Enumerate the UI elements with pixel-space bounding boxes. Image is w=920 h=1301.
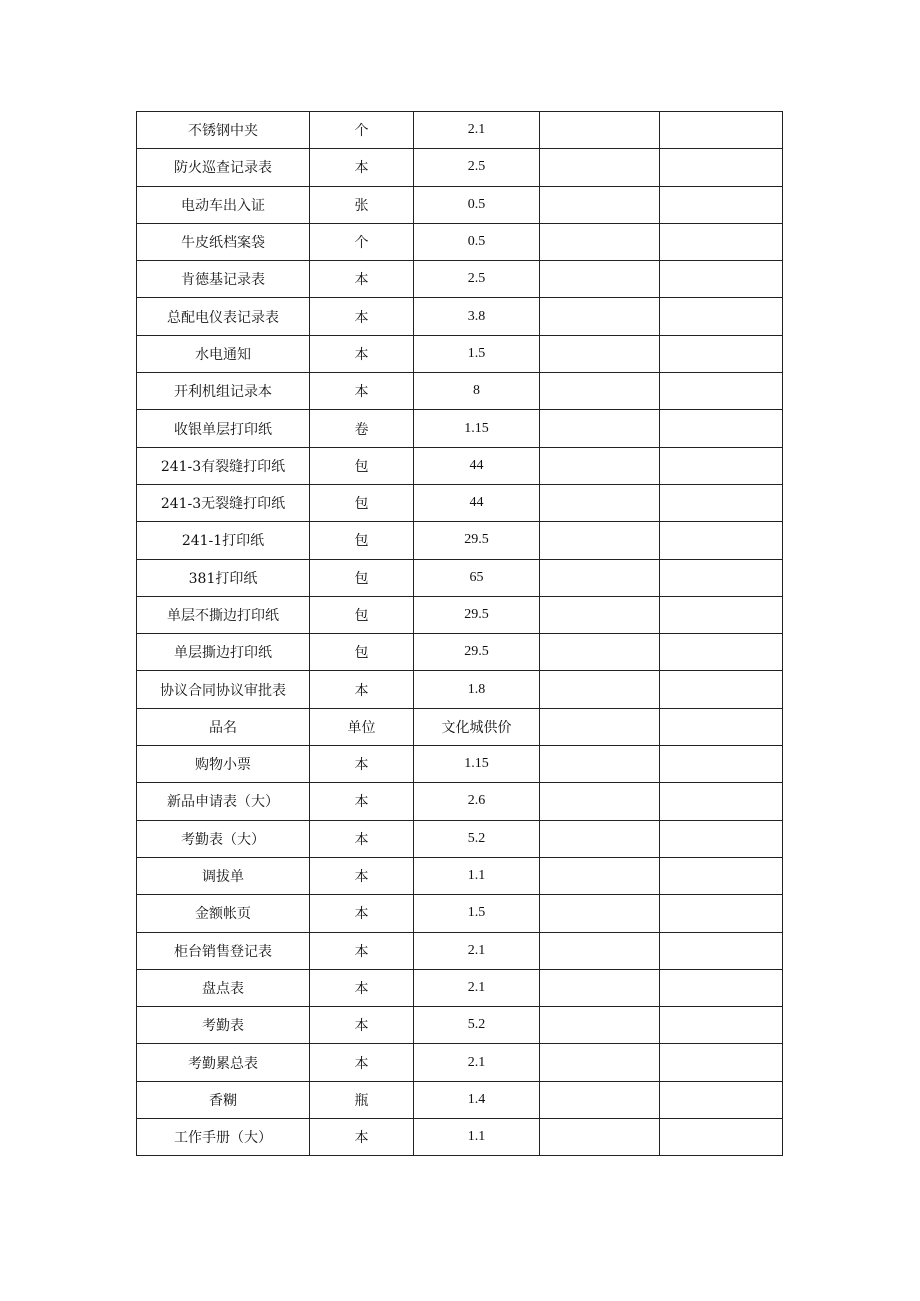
price-table-body [137,112,783,1156]
unit-cell: 本 [310,895,414,932]
extra-cell-1 [540,522,660,559]
unit-cell: 本 [310,671,414,708]
item-name-cell: 总配电仪表记录表 [137,298,310,335]
table-row [137,522,783,559]
item-name-cell: 考勤累总表 [137,1044,310,1081]
table-row [137,708,783,745]
extra-cell-1 [540,410,660,447]
unit-cell: 个 [310,223,414,260]
table-row [137,112,783,149]
price-table [136,111,783,1156]
price-cell: 1.5 [414,335,540,372]
extra-cell-2 [660,447,783,484]
price-cell: 文化城供价 [414,708,540,745]
item-name-cell: 开利机组记录本 [137,373,310,410]
unit-cell: 本 [310,857,414,894]
extra-cell-2 [660,559,783,596]
extra-cell-1 [540,1044,660,1081]
price-cell: 2.1 [414,112,540,149]
price-cell: 2.1 [414,969,540,1006]
unit-cell: 包 [310,447,414,484]
item-name-cell: 不锈钢中夹 [137,112,310,149]
extra-cell-2 [660,1119,783,1156]
item-name-cell: 241-3无裂缝打印纸 [137,484,310,521]
extra-cell-1 [540,671,660,708]
item-name-cell: 购物小票 [137,746,310,783]
unit-cell: 个 [310,112,414,149]
extra-cell-2 [660,373,783,410]
extra-cell-2 [660,410,783,447]
item-name-cell: 单层不撕边打印纸 [137,596,310,633]
price-cell: 1.4 [414,1081,540,1118]
table-row [137,895,783,932]
extra-cell-1 [540,708,660,745]
extra-cell-1 [540,1081,660,1118]
item-name-cell: 水电通知 [137,335,310,372]
table-row [137,857,783,894]
table-row [137,447,783,484]
price-cell: 65 [414,559,540,596]
extra-cell-1 [540,373,660,410]
item-name-cell: 单层撕边打印纸 [137,634,310,671]
extra-cell-2 [660,484,783,521]
extra-cell-1 [540,298,660,335]
price-cell: 2.5 [414,261,540,298]
item-name-cell: 新品申请表（大） [137,783,310,820]
item-name-cell: 香糊 [137,1081,310,1118]
unit-cell: 本 [310,746,414,783]
extra-cell-1 [540,820,660,857]
unit-cell: 单位 [310,708,414,745]
extra-cell-2 [660,634,783,671]
table-row [137,1007,783,1044]
unit-cell: 本 [310,298,414,335]
unit-cell: 本 [310,820,414,857]
extra-cell-2 [660,1007,783,1044]
table-row [137,969,783,1006]
table-row [137,484,783,521]
extra-cell-1 [540,746,660,783]
extra-cell-1 [540,1119,660,1156]
unit-cell: 本 [310,1044,414,1081]
item-name-cell: 牛皮纸档案袋 [137,223,310,260]
price-cell: 1.15 [414,410,540,447]
unit-cell: 张 [310,186,414,223]
price-cell: 2.1 [414,932,540,969]
price-cell: 2.5 [414,149,540,186]
extra-cell-2 [660,596,783,633]
table-row [137,410,783,447]
extra-cell-2 [660,149,783,186]
table-row [137,1081,783,1118]
unit-cell: 瓶 [310,1081,414,1118]
table-row [137,149,783,186]
extra-cell-2 [660,783,783,820]
extra-cell-1 [540,1007,660,1044]
price-cell: 1.1 [414,1119,540,1156]
item-name-cell: 工作手册（大） [137,1119,310,1156]
unit-cell: 本 [310,1119,414,1156]
extra-cell-1 [540,112,660,149]
extra-cell-2 [660,298,783,335]
price-cell: 1.5 [414,895,540,932]
table-row [137,783,783,820]
item-name-cell: 防火巡查记录表 [137,149,310,186]
extra-cell-2 [660,671,783,708]
extra-cell-1 [540,223,660,260]
extra-cell-1 [540,484,660,521]
extra-cell-2 [660,746,783,783]
item-name-cell: 盘点表 [137,969,310,1006]
item-name-cell: 收银单层打印纸 [137,410,310,447]
unit-cell: 本 [310,1007,414,1044]
unit-cell: 本 [310,261,414,298]
price-cell: 5.2 [414,1007,540,1044]
price-cell: 1.15 [414,746,540,783]
table-row [137,559,783,596]
extra-cell-1 [540,559,660,596]
extra-cell-2 [660,820,783,857]
price-cell: 29.5 [414,522,540,559]
extra-cell-2 [660,186,783,223]
table-row [137,373,783,410]
table-row [137,261,783,298]
price-cell: 44 [414,484,540,521]
extra-cell-2 [660,223,783,260]
extra-cell-1 [540,261,660,298]
extra-cell-2 [660,261,783,298]
item-name-cell: 381打印纸 [137,559,310,596]
extra-cell-1 [540,634,660,671]
extra-cell-1 [540,783,660,820]
unit-cell: 包 [310,559,414,596]
table-row [137,932,783,969]
table-row [137,298,783,335]
table-row [137,746,783,783]
table-row [137,223,783,260]
extra-cell-2 [660,969,783,1006]
price-cell: 2.1 [414,1044,540,1081]
price-cell: 8 [414,373,540,410]
table-row [137,335,783,372]
price-cell: 3.8 [414,298,540,335]
price-cell: 1.8 [414,671,540,708]
extra-cell-2 [660,895,783,932]
extra-cell-2 [660,932,783,969]
item-name-cell: 考勤表 [137,1007,310,1044]
item-name-cell: 241-3有裂缝打印纸 [137,447,310,484]
extra-cell-2 [660,335,783,372]
unit-cell: 本 [310,932,414,969]
table-row [137,671,783,708]
extra-cell-1 [540,447,660,484]
price-cell: 1.1 [414,857,540,894]
extra-cell-1 [540,186,660,223]
item-name-cell: 肯德基记录表 [137,261,310,298]
unit-cell: 本 [310,149,414,186]
unit-cell: 本 [310,373,414,410]
item-name-cell: 品名 [137,708,310,745]
price-cell: 0.5 [414,223,540,260]
extra-cell-2 [660,857,783,894]
unit-cell: 包 [310,484,414,521]
table-row [137,1044,783,1081]
item-name-cell: 调拔单 [137,857,310,894]
item-name-cell: 241-1打印纸 [137,522,310,559]
price-cell: 0.5 [414,186,540,223]
price-cell: 29.5 [414,596,540,633]
unit-cell: 卷 [310,410,414,447]
table-row [137,1119,783,1156]
table-row [137,186,783,223]
extra-cell-1 [540,969,660,1006]
extra-cell-2 [660,1044,783,1081]
extra-cell-2 [660,708,783,745]
unit-cell: 本 [310,335,414,372]
extra-cell-1 [540,335,660,372]
unit-cell: 本 [310,969,414,1006]
item-name-cell: 金额帐页 [137,895,310,932]
extra-cell-2 [660,112,783,149]
table-row [137,820,783,857]
price-cell: 29.5 [414,634,540,671]
price-cell: 2.6 [414,783,540,820]
unit-cell: 本 [310,783,414,820]
item-name-cell: 考勤表（大） [137,820,310,857]
item-name-cell: 电动车出入证 [137,186,310,223]
unit-cell: 包 [310,522,414,559]
item-name-cell: 协议合同协议审批表 [137,671,310,708]
extra-cell-2 [660,1081,783,1118]
unit-cell: 包 [310,596,414,633]
extra-cell-1 [540,895,660,932]
extra-cell-1 [540,596,660,633]
extra-cell-1 [540,932,660,969]
unit-cell: 包 [310,634,414,671]
extra-cell-1 [540,149,660,186]
item-name-cell: 柜台销售登记表 [137,932,310,969]
table-row [137,634,783,671]
extra-cell-1 [540,857,660,894]
price-cell: 44 [414,447,540,484]
table-row [137,596,783,633]
price-cell: 5.2 [414,820,540,857]
extra-cell-2 [660,522,783,559]
